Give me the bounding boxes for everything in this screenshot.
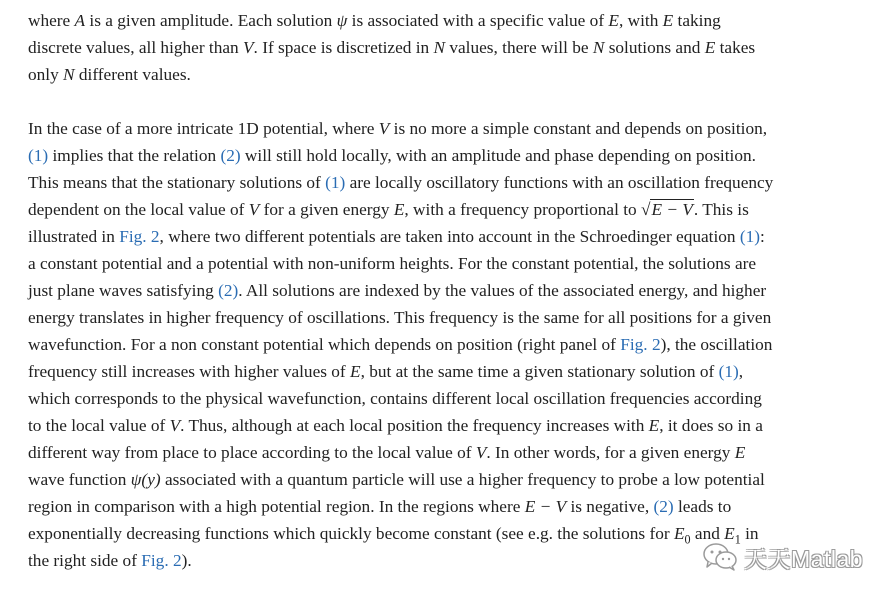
text: different values.: [74, 65, 191, 84]
text: , with: [618, 11, 663, 30]
text: is a given amplitude. Each solution: [85, 11, 337, 30]
text: . In other words, for a given energy: [486, 443, 735, 462]
paragraph2-line7: [28, 277, 766, 304]
math-E: E: [662, 11, 674, 30]
text: to the local value of: [28, 416, 170, 435]
text: leads to: [673, 497, 732, 516]
text: exponentially decreasing functions which quickly become constant (see e.g. the solutions for: [28, 524, 674, 543]
text: ), the oscillation: [660, 335, 773, 354]
text: . Thus, although at each local position the frequency increases with: [180, 416, 649, 435]
text: different way from place to place according to the local value of: [28, 443, 476, 462]
text: and: [690, 524, 725, 543]
paragraph2-line12: [28, 412, 763, 439]
equation-1-link[interactable]: (1): [325, 173, 346, 192]
text: dependent on the local value of: [28, 200, 249, 219]
paragraph2-line6: [28, 250, 756, 277]
math-E: E: [704, 38, 716, 57]
text: :: [760, 227, 765, 246]
text: is no more a simple constant and depends on position,: [389, 119, 768, 138]
math-V: V: [242, 38, 254, 57]
figure-2-link[interactable]: Fig. 2: [620, 335, 661, 354]
text: values, there will be: [445, 38, 593, 57]
math-psi-of-y: ψ(y): [130, 470, 161, 489]
math-E: E: [393, 200, 405, 219]
math-A: A: [74, 11, 86, 30]
paragraph2-line14: [28, 466, 765, 493]
subscript-0: 0: [684, 532, 691, 547]
text: in: [740, 524, 759, 543]
equation-1-link[interactable]: (1): [739, 227, 761, 246]
paragraph1-line2: [28, 34, 755, 61]
paragraph2-line16: [28, 520, 759, 547]
radical-sign: √: [640, 200, 651, 219]
math-E0: E: [673, 524, 685, 543]
text: , but at the same time a given stationary solution of: [360, 362, 719, 381]
text: ).: [181, 551, 192, 570]
math-E: E: [648, 416, 660, 435]
math-V: V: [475, 443, 487, 462]
text: solutions and: [604, 38, 705, 57]
text: region in comparison with a high potential region. In the regions where: [28, 497, 525, 516]
text: illustrated in: [28, 227, 120, 246]
math-E-minus-V: E − V: [524, 497, 567, 516]
text: takes: [715, 38, 756, 57]
paragraph2-line15: [28, 493, 731, 520]
text: is associated with a specific value of: [347, 11, 609, 30]
figure-2-link[interactable]: Fig. 2: [119, 227, 160, 246]
text: implies that the relation: [48, 146, 221, 165]
text: will still hold locally, with an amplitude and phase depending on position.: [240, 146, 756, 165]
subscript-1: 1: [734, 532, 741, 547]
text: are locally oscillatory functions with an oscillation frequency: [345, 173, 774, 192]
math-V: V: [169, 416, 181, 435]
text: In the case of a more intricate 1D potential, where: [28, 119, 379, 138]
text: . This is: [693, 200, 749, 219]
math-V: V: [378, 119, 390, 138]
math-N: N: [433, 38, 446, 57]
text: discrete values, all higher than: [28, 38, 243, 57]
text: for a given energy: [259, 200, 394, 219]
sqrt-expression: [641, 196, 694, 223]
equation-1-link[interactable]: (1): [718, 362, 739, 381]
text: just plane waves satisfying: [28, 281, 219, 300]
math-N: N: [592, 38, 605, 57]
text: is negative,: [566, 497, 654, 516]
paragraph1-line1: [28, 7, 721, 34]
paragraph2-line10: [28, 358, 743, 385]
paragraph2-line2: [28, 142, 756, 169]
figure-2-link[interactable]: Fig. 2: [141, 551, 182, 570]
math-V: V: [248, 200, 260, 219]
text: only: [28, 65, 64, 84]
paragraph2-line13: [28, 439, 745, 466]
text: a constant potential and a potential with non-uniform heights. For the constant potential, the solutions are: [28, 254, 757, 273]
equation-2-link[interactable]: (2): [218, 281, 239, 300]
math-E1: E: [724, 524, 735, 543]
math-E-minus-V: E − V: [651, 200, 693, 219]
paragraph2-line11: [28, 385, 762, 412]
paragraph2-line4: [28, 196, 749, 223]
math-E: E: [350, 362, 361, 381]
text: taking: [673, 11, 721, 30]
paragraph2-line17: [28, 547, 192, 574]
text: . If space is discretized in: [253, 38, 434, 57]
equation-1-link[interactable]: (1): [28, 146, 49, 165]
text: , with a frequency proportional to: [404, 200, 641, 219]
paragraph2-line3: [28, 169, 773, 196]
text: , where two different potentials are taken into account in the Schroedinger equation: [159, 227, 740, 246]
paragraph2-line1: [28, 115, 767, 142]
text: frequency still increases with higher values of: [28, 362, 350, 381]
paragraph1-line3: [28, 61, 191, 88]
text: associated with a quantum particle will use a higher frequency to probe a low potential: [160, 470, 765, 489]
watermark-text: 天天Matlab: [744, 545, 864, 572]
equation-2-link[interactable]: (2): [220, 146, 241, 165]
text: which corresponds to the physical wavefunction, contains different local oscillation frequencies according: [28, 389, 762, 408]
text: where: [28, 11, 75, 30]
wechat-icon: [702, 542, 738, 572]
math-psi: ψ: [336, 11, 348, 30]
math-E: E: [734, 443, 746, 462]
paragraph2-line9: [28, 331, 772, 358]
text: the right side of: [28, 551, 142, 570]
equation-2-link[interactable]: (2): [653, 497, 674, 516]
text: wavefunction. For a non constant potential which depends on position (right panel of: [28, 335, 621, 354]
text: , it does so in a: [659, 416, 763, 435]
watermark: [702, 540, 863, 574]
text: This means that the stationary solutions of: [28, 173, 326, 192]
text: . All solutions are indexed by the values of the associated energy, and higher: [238, 281, 767, 300]
text: ,: [738, 362, 744, 381]
math-E: E: [608, 11, 619, 30]
math-N: N: [63, 65, 75, 84]
text: wave function: [28, 470, 131, 489]
paragraph2-line5: [28, 223, 765, 250]
paragraph2-line8: [28, 304, 771, 331]
text: energy translates in higher frequency of oscillations. This frequency is the same for all positions for a given: [28, 308, 772, 327]
